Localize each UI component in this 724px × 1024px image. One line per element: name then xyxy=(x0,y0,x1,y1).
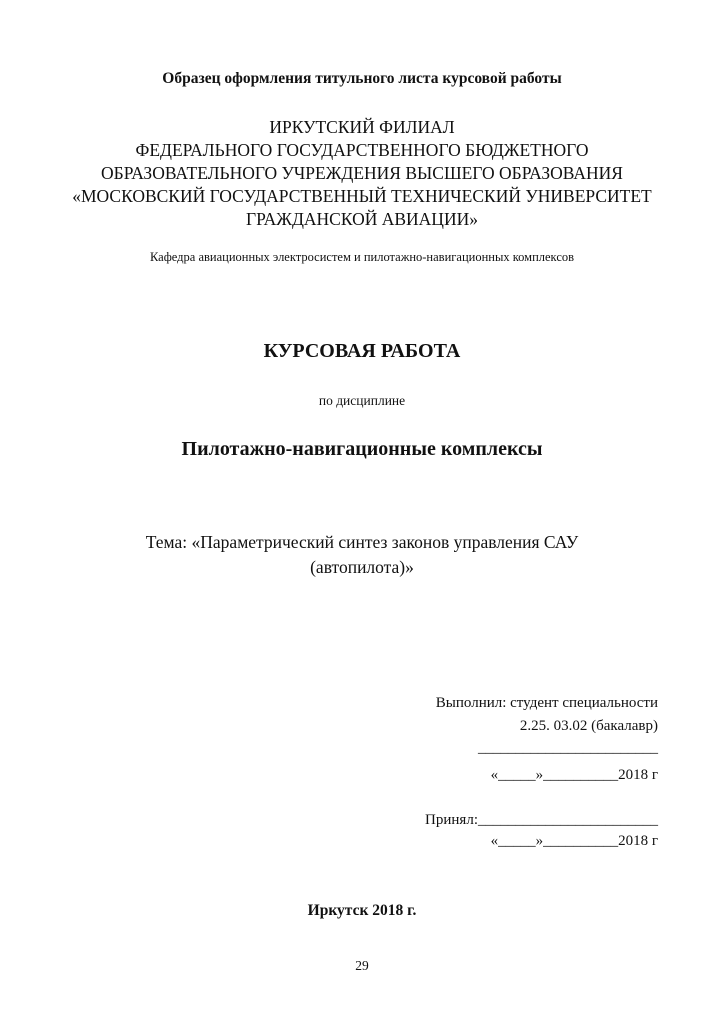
topic-line-2: (автопилота)» xyxy=(310,557,414,577)
student-name-line: ________________________ xyxy=(478,740,658,756)
topic-line-1: Тема: «Параметрический синтез законов управления САУ xyxy=(145,532,579,552)
accepted-by-line: Принял:________________________ xyxy=(425,812,658,828)
completion-date-line: «_____»__________2018 г xyxy=(490,767,658,783)
discipline-title: Пилотажно-навигационные комплексы xyxy=(181,438,543,460)
department: Кафедра авиационных электросистем и пилотажно-навигационных комплексов xyxy=(149,250,575,264)
completed-by-label: Выполнил: студент специальности xyxy=(435,695,658,711)
organization-line-1: ИРКУТСКИЙ ФИЛИАЛ xyxy=(269,117,455,137)
header-note: Образец оформления титульного листа курсовой работы xyxy=(162,70,562,87)
specialty-code: 2.25. 03.02 (бакалавр) xyxy=(519,718,658,734)
organization-line-4: «МОСКОВСКИЙ ГОСУДАРСТВЕННЫЙ ТЕХНИЧЕСКИЙ УНИВЕРСИТЕТ xyxy=(72,186,652,206)
organization-line-2: ФЕДЕРАЛЬНОГО ГОСУДАРСТВЕННОГО БЮДЖЕТНОГО xyxy=(135,140,589,160)
work-type-title: КУРСОВАЯ РАБОТА xyxy=(263,340,461,362)
page-number: 29 xyxy=(355,958,369,973)
organization-line-5: ГРАЖДАНСКОЙ АВИАЦИИ» xyxy=(246,209,478,229)
acceptance-date-line: «_____»__________2018 г xyxy=(490,833,658,849)
organization-line-3: ОБРАЗОВАТЕЛЬНОГО УЧРЕЖДЕНИЯ ВЫСШЕГО ОБРАЗОВАНИЯ xyxy=(101,163,623,183)
city-year: Иркутск 2018 г. xyxy=(307,902,417,919)
by-discipline-label: по дисциплине xyxy=(318,393,406,408)
